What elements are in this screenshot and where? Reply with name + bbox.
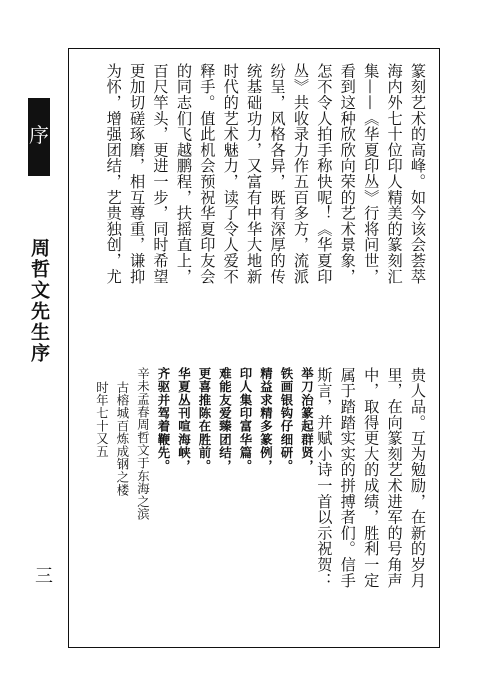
page-number: 三 — [32, 566, 53, 584]
poem-line: 印人集印富华篇。 — [238, 367, 253, 473]
poem-line: 华夏丛刊喧海峡， — [176, 367, 192, 473]
preface-body-lower — [312, 367, 429, 637]
poem-line: 铁画银钩仔细研。 — [279, 367, 294, 473]
section-tab-label: 序 — [29, 123, 49, 147]
text-line: 中，取得更大的成绩，胜利一定 — [362, 367, 381, 589]
text-line: 统基础功力，又富有中华大地新 — [245, 63, 264, 285]
text-line: 丛》共收录力作五百多方，流派 — [291, 63, 310, 285]
poem-line: 齐驱并驾着鞭先。 — [156, 367, 171, 473]
text-line: 看到这种欣欣向荣的艺术景象， — [338, 63, 357, 285]
text-line: 斯言，并赋小诗一首以示祝贺： — [315, 367, 334, 589]
text-line: 属于踏踏实实的拼搏者们。信手 — [338, 367, 357, 589]
signature-date: 时年七十又五 — [94, 381, 110, 458]
poem-line: 举刀治篆起群贤， — [299, 367, 315, 473]
poem — [91, 367, 317, 642]
text-line: 海内外七十位印人精美的篆刻汇 — [385, 63, 404, 285]
poem-line: 难能友爱臻团结， — [217, 367, 233, 473]
text-line: 百尺竿头，更进一步，同时希望 — [151, 63, 170, 285]
poem-line: 精益求精多篆例， — [258, 367, 274, 473]
text-line: 释手。值此机会预祝华夏印友会 — [198, 63, 217, 285]
text-line: 更加切磋琢磨，相互尊重，谦抑 — [128, 63, 147, 285]
text-line: 里，在向篆刻艺术进军的号角声 — [385, 367, 404, 589]
text-line: 集——《华夏印丛》行将问世， — [362, 63, 381, 285]
text-line: 为怀，增强团结，艺贵独创，尤 — [104, 63, 123, 285]
signature-line: 辛未孟春周哲文于东海之滨 — [135, 367, 151, 521]
text-line: 怎不令人拍手称快呢！《华夏印 — [315, 63, 334, 285]
text-line: 篆刻艺术的高峰。如今该会荟萃 — [409, 63, 427, 285]
text-line: 纷呈，风格各异，既有深厚的传 — [268, 63, 287, 285]
page-title: 周哲文先生序 — [28, 238, 50, 364]
text-line: 的同志们飞越鹏程，扶摇直上， — [174, 63, 193, 285]
signature-line: 古榕城百炼成钢之楼 — [115, 381, 130, 497]
section-tab — [28, 98, 50, 176]
poem-line: 更喜推陈在胜前。 — [197, 367, 212, 473]
text-line: 贵人品。互为勉励，在新的岁月 — [409, 367, 427, 589]
text-frame — [68, 48, 440, 648]
text-line: 时代的艺术魅力，读了令人爱不 — [221, 63, 240, 285]
